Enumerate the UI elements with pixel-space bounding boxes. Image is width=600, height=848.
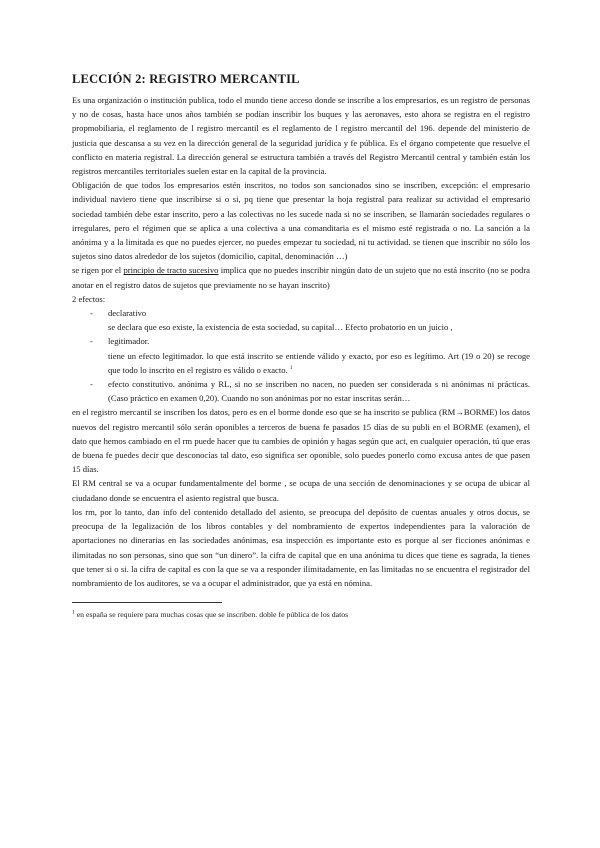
tracto-post: implica que no puedes inscribir ningún dato de un sujeto que no está inscrito (no se podra anotar en el registro datos de sujetos que previamente no se hayan inscrito) [72, 265, 530, 290]
effect-item-legitimador [72, 334, 530, 377]
paragraph-intro: Es una organización o institución publica, todo el mundo tiene acceso donde se inscribe a los empresarios, es un registro de personas y no de cosas, hasta hace unos años también se podían inscribir los buques y las aeronaves, esto ahora se registra en el registro propmobiliaria, el reglamento de l registro mercantil es el reglamento de l registro mercantil del 196. depende del ministerio de justicia que descansa a su vez en la dirección general de la seguridad jurídica y fe pública. Es el órgano competente que resuelve el conflicto en materia registral. La dirección general se estructura también a través del Registro Mercantil central y también están los registros mercantiles territoriales suelen estar en la capital de la provincia. [72, 95, 530, 177]
paragraph-rm-functions: los rm, por lo tanto, dan info del contenido detallado del asiento, se preocupa del depósito de cuentas anuales y otros docus, se preocupa de la legalización de los libros contables y del nombramiento de expertos independientes para la valoración de aportaciones no dinerarias en las sociedades anónimas, esa inspección es importante esto es porque al ser ficciones anónimas e ilimitadas no son personas, sino que son “un dinero”. la cifra de capital que en una anónima tu dices que tiene es sagrada, la tienes que tener si o si. la cifra de capital es con la que se va a responder ilimitadamente, en las limitadas no se encuentra el registrador del nombramiento de los auditores, se va a ocupar el administrador, que ya está en nómina. [72, 506, 530, 588]
list-dash: - [90, 379, 93, 390]
footnote-text: en españa se requiere para muchas cosas que se inscriben. doble fe pública de los datos [74, 610, 349, 620]
effect-label: declarativo [108, 308, 147, 319]
list-dash: - [90, 336, 93, 347]
paragraph-borme: en el registro mercantil se inscriben los datos, pero es en el borme donde eso que se ha inscrito se publica (RM→BORME) los datos nuevos del registro mercantil sólo serán oponibles a terceros de buena fe pasados 15 días de su publi en el BORME (examen), el dato que hemos cambiado en el rm puede hacer que tu cambies de opinión y hagas según que act, en cualquier operación, tú que eras de buena fe puedes decir que desconocías tal dato, eso significa ser oponible, solo puedes ponerlo como excusa antes de que pasen 15 días. [72, 407, 530, 475]
document-body [72, 93, 530, 590]
effect-item-declarativo [72, 306, 530, 334]
footnote-divider [72, 602, 222, 603]
tracto-principle-underlined: principio de tracto sucesivo [123, 265, 219, 276]
tracto-pre: se rigen por el [72, 265, 124, 276]
effect-label: legitimador. [108, 336, 150, 347]
footnote [72, 609, 530, 620]
list-dash: - [90, 308, 93, 319]
footnote-number: 1 [72, 609, 75, 616]
paragraph-tracto [72, 263, 530, 291]
paragraph-obligation: Obligación de que todos los empresarios estén inscritos, no todos son sancionados sino se inscriben, excepción: el empresario individual naviero tiene que inscribirse si o si, pq tiene que presentar la hoja registral para realizar su actividad el empresario sociedad también debe estar inscrito, pero a las colectivas no les sucede nada si no se inscriben, se llamarán sociedades regulares o irregulares, pero el régimen que se aplica a una colectiva a una comanditaria es el mismo esté registrada o no. La sanción a la anónima y a la limitada es que no puedes ejercer, no puedes empezar tu sociedad, ni tu actividad. se tienen que inscribir no sólo los sujetos sino datos alrededor de los sujetos (domicilio, capital, denominación …) [72, 180, 530, 262]
effects-heading: 2 efectos: [72, 293, 106, 304]
effect-text: tiene un efecto legitimador. lo que está inscrito se entiende válido y exacto, por eso es legítimo. Art (19 o 20) se recoge que todo lo inscrito en el registro es válido o exacto. [108, 350, 530, 375]
effect-text: se declara que eso existe, la existencia de esta sociedad, su capital… Efecto probatorio en un juicio , [108, 322, 453, 333]
page-title: LECCIÓN 2: REGISTRO MERCANTIL [72, 72, 300, 86]
effect-label: efecto constitutivo. anónima y RL, si no se inscriben no nacen, no pueden ser considerada s ni anónimas ni prácticas. (Caso práctico en examen 0,20). Cuando no son anónimas por no estar inscritas serán… [108, 379, 530, 404]
footnote-ref[interactable]: 1 [289, 365, 293, 371]
effects-list [72, 306, 530, 405]
effect-text-wrap [108, 349, 530, 377]
effect-item-constitutivo [72, 377, 530, 405]
paragraph-rm-central: El RM central se va a ocupar fundamentalmente del borme , se ocupa de una sección de denominaciones y se ocupa de ubicar al ciudadano donde se encuentra el asiento registral que busca. [72, 478, 530, 503]
